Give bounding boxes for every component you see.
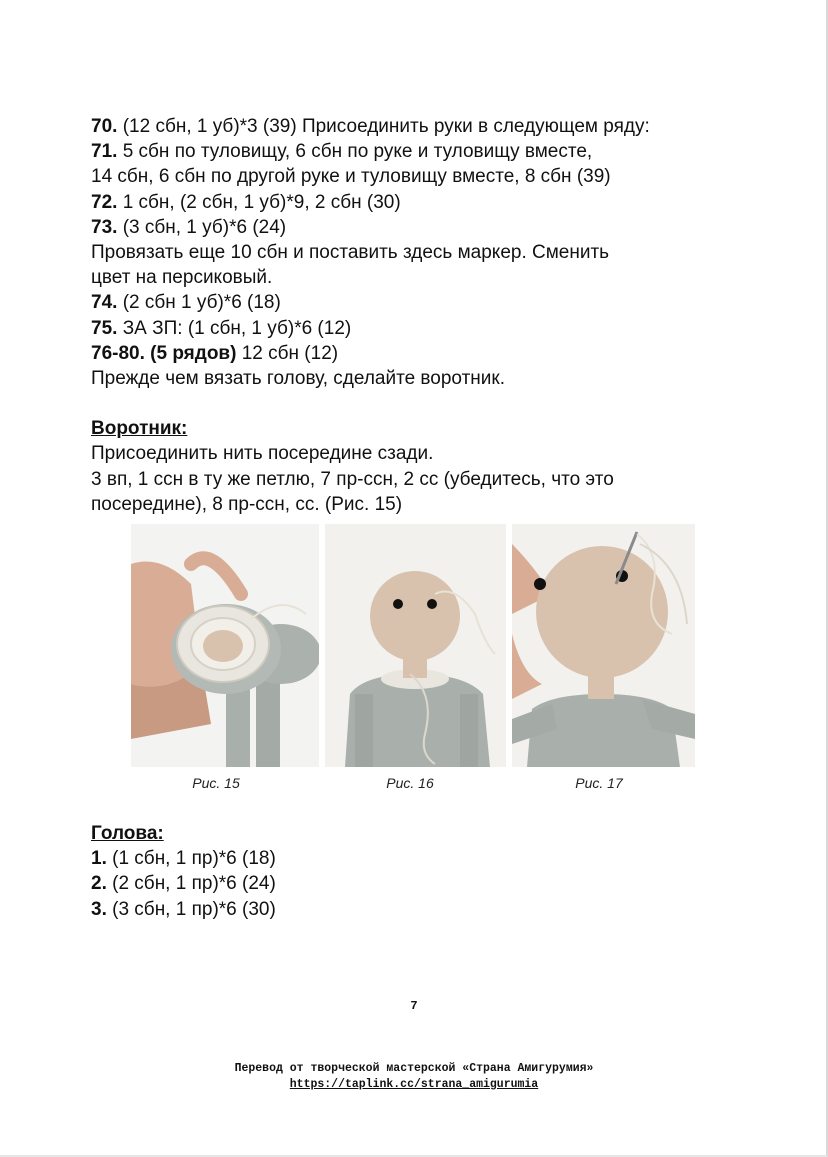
row-line: 2. (2 сбн, 1 пр)*6 (24) <box>91 873 276 895</box>
row-line: Провязать еще 10 сбн и поставить здесь маркер. Сменить <box>91 242 610 264</box>
spacer <box>91 391 791 416</box>
page-number: 7 <box>410 999 418 1013</box>
row-line: цвет на персиковый. <box>91 267 273 289</box>
footer-link[interactable]: https://taplink.cc/strana_amigurumia <box>289 1078 539 1091</box>
row-line: 74. (2 сбн 1 уб)*6 (18) <box>91 292 281 314</box>
collar-line: посередине), 8 пр-ссн, сс. (Рис. 15) <box>91 493 403 515</box>
collar-line: Присоединить нить посередине сзади. <box>91 443 434 465</box>
row-line: 72. 1 сбн, (2 сбн, 1 уб)*9, 2 сбн (30) <box>91 191 401 213</box>
collar-heading: Воротник: <box>91 418 188 440</box>
row-line: Прежде чем вязать голову, сделайте воротник. <box>91 368 505 390</box>
collar-closeup-image <box>131 524 319 767</box>
row-line: 71. 5 сбн по туловищу, 6 сбн по руке и туловищу вместе, <box>91 141 593 163</box>
footer-credit: Перевод от творческой мастерской «Страна Амигурумия» <box>234 1062 594 1075</box>
photo-fig-15 <box>131 524 319 767</box>
collar-line: 3 вп, 1 ссн в ту же петлю, 7 пр-ссн, 2 сс (убедитесь, что это <box>91 468 614 490</box>
figure-caption: Рис. 15 <box>192 775 240 791</box>
row-line: 76-80. (5 рядов) 12 сбн (12) <box>91 342 339 364</box>
head-closeup-image <box>512 524 695 767</box>
row-line: 73. (3 сбн, 1 уб)*6 (24) <box>91 216 287 238</box>
head-section <box>91 821 791 922</box>
row-line: 75. ЗА ЗП: (1 сбн, 1 уб)*6 (12) <box>91 317 352 339</box>
row-line: 1. (1 сбн, 1 пр)*6 (18) <box>91 848 276 870</box>
photo-fig-17 <box>512 524 695 767</box>
pattern-rows-top <box>91 114 791 517</box>
photo-strip <box>131 524 695 767</box>
figure-caption: Рис. 16 <box>386 775 434 791</box>
row-line: 3. (3 сбн, 1 пр)*6 (30) <box>91 898 276 920</box>
figure-caption: Рис. 17 <box>575 775 623 791</box>
footer <box>150 1061 678 1093</box>
row-line: 70. (12 сбн, 1 уб)*3 (39) Присоединить руки в следующем ряду: <box>91 116 650 137</box>
row-line: 14 сбн, 6 сбн по другой руке и туловищу вместе, 8 сбн (39) <box>91 166 611 188</box>
photo-fig-16 <box>325 524 506 767</box>
doll-front-image <box>325 524 506 767</box>
head-heading: Голова: <box>91 823 164 844</box>
